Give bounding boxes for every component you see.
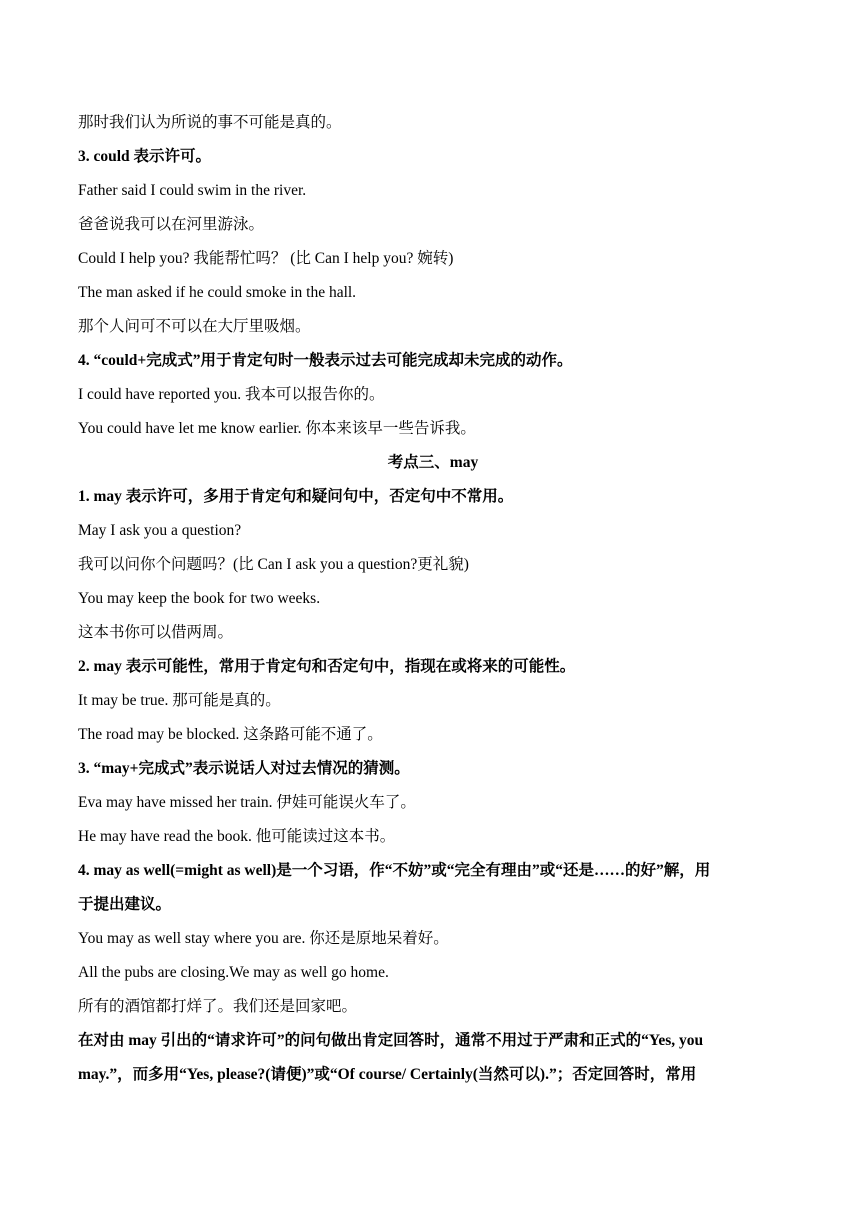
example-sentence: The man asked if he could smoke in the hall. bbox=[78, 284, 357, 301]
section-heading-may-perfect: 3. “may+完成式”表示说话人对过去情况的猜测。 bbox=[78, 760, 410, 777]
note-paragraph: 在对由 may 引出的“请求许可”的问句做出肯定回答时，通常不用过于严肃和正式的“Yes, you bbox=[78, 1032, 704, 1049]
text-line: 那时我们认为所说的事不可能是真的。 bbox=[78, 114, 342, 131]
example-sentence: Father said I could swim in the river. bbox=[78, 182, 307, 199]
example-sentence: It may be true. 那可能是真的。 bbox=[78, 692, 281, 709]
section-heading-continuation: 于提出建议。 bbox=[78, 896, 172, 913]
example-sentence: The road may be blocked. 这条路可能不通了。 bbox=[78, 726, 383, 743]
example-sentence: You could have let me know earlier. 你本来该早一些告诉我。 bbox=[78, 420, 476, 437]
example-sentence: May I ask you a question? bbox=[78, 522, 242, 539]
document-body bbox=[78, 106, 788, 1092]
example-translation: 那个人问可不可以在大厅里吸烟。 bbox=[78, 318, 311, 335]
example-sentence: All the pubs are closing.We may as well go home. bbox=[78, 964, 389, 981]
example-sentence: He may have read the book. 他可能读过这本书。 bbox=[78, 828, 396, 845]
section-heading-may-possibility: 2. may 表示可能性，常用于肯定句和否定句中，指现在或将来的可能性。 bbox=[78, 658, 576, 675]
example-translation: 我可以问你个问题吗？(比 Can I ask you a question?更礼貌) bbox=[78, 556, 469, 573]
example-sentence: You may as well stay where you are. 你还是原地呆着好。 bbox=[78, 930, 449, 947]
example-translation: 这本书你可以借两周。 bbox=[78, 624, 234, 641]
note-paragraph-continuation: may.”，而多用“Yes, please?(请便)”或“Of course/ Certainly(当然可以).”；否定回答时，常用 bbox=[78, 1066, 697, 1083]
section-heading-may-permission: 1. may 表示许可，多用于肯定句和疑问句中，否定句中不常用。 bbox=[78, 488, 514, 505]
example-sentence: You may keep the book for two weeks. bbox=[78, 590, 321, 607]
section-heading-could-perfect: 4. “could+完成式”用于肯定句时一般表示过去可能完成却未完成的动作。 bbox=[78, 352, 573, 369]
example-translation: 所有的酒馆都打烊了。我们还是回家吧。 bbox=[78, 998, 358, 1015]
example-sentence: I could have reported you. 我本可以报告你的。 bbox=[78, 386, 385, 403]
example-translation: 爸爸说我可以在河里游泳。 bbox=[78, 216, 265, 233]
topic-title-may: 考点三、may bbox=[387, 454, 479, 471]
example-sentence: Eva may have missed her train. 伊娃可能误火车了。 bbox=[78, 794, 416, 811]
section-heading-may-as-well: 4. may as well(=might as well)是一个习语，作“不妨”或“完全有理由”或“还是……的好”解，用 bbox=[78, 862, 711, 879]
section-heading-could-permission: 3. could 表示许可。 bbox=[78, 148, 212, 165]
example-sentence: Could I help you? 我能帮忙吗？ (比 Can I help you? 婉转) bbox=[78, 250, 454, 267]
